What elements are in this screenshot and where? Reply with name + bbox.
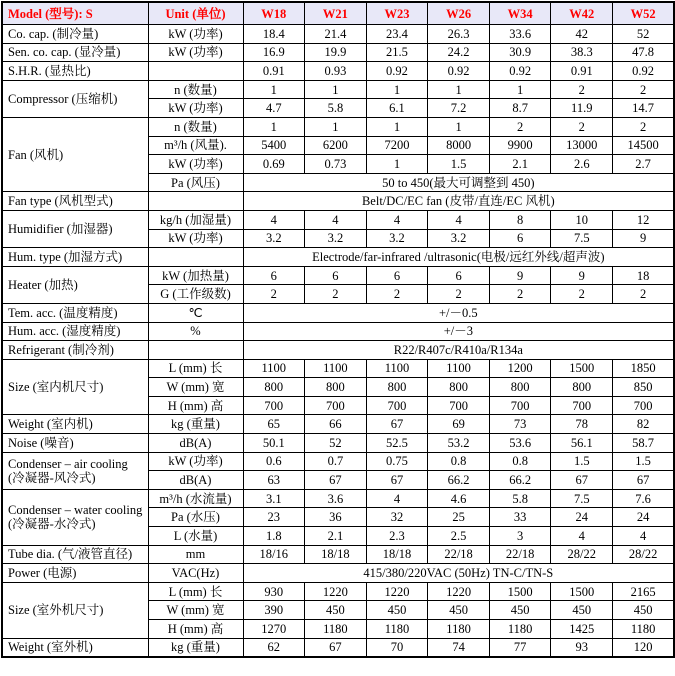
value-cell: 2	[428, 285, 490, 304]
value-cell: 24	[551, 508, 613, 527]
value-cell: 12	[613, 210, 675, 229]
value-cell: 700	[613, 396, 675, 415]
value-cell: 18/18	[305, 545, 367, 564]
value-cell: 6	[489, 229, 551, 248]
value-cell: 24	[613, 508, 675, 527]
value-cell: 67	[551, 471, 613, 490]
value-cell: 4.6	[428, 489, 490, 508]
specification-table	[1, 1, 675, 658]
table-row	[2, 489, 674, 508]
value-cell: 66.2	[428, 471, 490, 490]
row-label: Humidifier (加湿器)	[2, 210, 148, 247]
value-cell: 66	[305, 415, 367, 434]
span-value-cell: +/－3	[243, 322, 674, 341]
value-cell: 70	[366, 638, 428, 657]
value-cell: 77	[489, 638, 551, 657]
value-cell: 1180	[613, 620, 675, 639]
value-cell: 1180	[305, 620, 367, 639]
value-cell: 9	[551, 266, 613, 285]
value-cell: 6200	[305, 136, 367, 155]
unit-cell: kW (功率)	[148, 155, 243, 174]
value-cell: 450	[489, 601, 551, 620]
value-cell: 28/22	[551, 545, 613, 564]
value-cell: 33.6	[489, 25, 551, 44]
value-cell: 450	[613, 601, 675, 620]
unit-header: Unit (单位)	[148, 2, 243, 25]
value-cell: 1180	[428, 620, 490, 639]
value-cell: 2165	[613, 582, 675, 601]
value-cell: 700	[551, 396, 613, 415]
value-cell: 9	[489, 266, 551, 285]
value-cell: 0.8	[428, 452, 490, 471]
row-label: Heater (加热)	[2, 266, 148, 303]
table-row	[2, 452, 674, 471]
value-cell: 1500	[489, 582, 551, 601]
unit-cell: dB(A)	[148, 471, 243, 490]
value-cell: 2.5	[428, 527, 490, 546]
row-label: Size (室外机尺寸)	[2, 582, 148, 638]
value-cell: 0.7	[305, 452, 367, 471]
value-cell: 2	[243, 285, 305, 304]
table-body	[2, 25, 674, 658]
value-cell: 3.1	[243, 489, 305, 508]
value-cell: 1.8	[243, 527, 305, 546]
value-cell: 4	[613, 527, 675, 546]
value-cell: 10	[551, 210, 613, 229]
value-cell: 9900	[489, 136, 551, 155]
value-cell: 19.9	[305, 43, 367, 62]
value-cell: 6	[428, 266, 490, 285]
table-row	[2, 415, 674, 434]
unit-cell: kg/h (加湿量)	[148, 210, 243, 229]
value-cell: 0.69	[243, 155, 305, 174]
value-cell: 450	[428, 601, 490, 620]
value-cell: 700	[428, 396, 490, 415]
value-cell: 52.5	[366, 434, 428, 453]
value-cell: 23	[243, 508, 305, 527]
table-header	[2, 2, 674, 25]
table-row	[2, 266, 674, 285]
model-column-header: W42	[551, 2, 613, 25]
value-cell: 38.3	[551, 43, 613, 62]
unit-cell: H (mm) 高	[148, 620, 243, 639]
value-cell: 82	[613, 415, 675, 434]
unit-cell: kW (功率)	[148, 25, 243, 44]
value-cell: 14500	[613, 136, 675, 155]
unit-cell: m³/h (风量).	[148, 136, 243, 155]
unit-cell: m³/h (水流量)	[148, 489, 243, 508]
value-cell: 1	[305, 117, 367, 136]
value-cell: 1180	[489, 620, 551, 639]
value-cell: 0.6	[243, 452, 305, 471]
value-cell: 450	[551, 601, 613, 620]
row-label: Condenser – air cooling (冷凝器-风冷式)	[2, 452, 148, 489]
table-row	[2, 341, 674, 360]
value-cell: 1.5	[428, 155, 490, 174]
row-label: Noise (噪音)	[2, 434, 148, 453]
value-cell: 1	[366, 80, 428, 99]
span-value-cell: Electrode/far-infrared /ultrasonic(电极/远红外线/超声波)	[243, 248, 674, 267]
value-cell: 1180	[366, 620, 428, 639]
model-column-header: W52	[613, 2, 675, 25]
value-cell: 3.6	[305, 489, 367, 508]
unit-cell: L (mm) 长	[148, 359, 243, 378]
value-cell: 0.92	[428, 62, 490, 81]
unit-cell	[148, 341, 243, 360]
row-label: Fan type (风机型式)	[2, 192, 148, 211]
unit-cell: L (水量)	[148, 527, 243, 546]
value-cell: 7.5	[551, 489, 613, 508]
value-cell: 2.7	[613, 155, 675, 174]
value-cell: 800	[366, 378, 428, 397]
value-cell: 22/18	[428, 545, 490, 564]
value-cell: 30.9	[489, 43, 551, 62]
value-cell: 0.92	[489, 62, 551, 81]
value-cell: 1	[243, 117, 305, 136]
unit-cell: VAC(Hz)	[148, 564, 243, 583]
value-cell: 2	[551, 285, 613, 304]
unit-cell: ℃	[148, 303, 243, 322]
row-label: Weight (室内机)	[2, 415, 148, 434]
table-row	[2, 322, 674, 341]
value-cell: 63	[243, 471, 305, 490]
value-cell: 4	[551, 527, 613, 546]
value-cell: 52	[613, 25, 675, 44]
table-row	[2, 62, 674, 81]
value-cell: 18/16	[243, 545, 305, 564]
unit-cell: H (mm) 高	[148, 396, 243, 415]
value-cell: 0.91	[243, 62, 305, 81]
value-cell: 700	[366, 396, 428, 415]
row-label: Hum. acc. (湿度精度)	[2, 322, 148, 341]
value-cell: 4	[366, 210, 428, 229]
table-row	[2, 43, 674, 62]
row-label: Tube dia. (气/液管直径)	[2, 545, 148, 564]
value-cell: 850	[613, 378, 675, 397]
row-label: Weight (室外机)	[2, 638, 148, 657]
value-cell: 3.2	[428, 229, 490, 248]
value-cell: 26.3	[428, 25, 490, 44]
model-column-header: W26	[428, 2, 490, 25]
value-cell: 0.73	[305, 155, 367, 174]
value-cell: 800	[243, 378, 305, 397]
value-cell: 800	[489, 378, 551, 397]
value-cell: 24.2	[428, 43, 490, 62]
value-cell: 13000	[551, 136, 613, 155]
unit-cell: kW (功率)	[148, 99, 243, 118]
value-cell: 390	[243, 601, 305, 620]
row-label: Refrigerant (制冷剂)	[2, 341, 148, 360]
span-value-cell: +/－0.5	[243, 303, 674, 322]
value-cell: 53.6	[489, 434, 551, 453]
value-cell: 6	[305, 266, 367, 285]
row-label: Size (室内机尺寸)	[2, 359, 148, 415]
row-label: Condenser – water cooling (冷凝器-水冷式)	[2, 489, 148, 545]
value-cell: 3.2	[305, 229, 367, 248]
table-row	[2, 117, 674, 136]
value-cell: 56.1	[551, 434, 613, 453]
value-cell: 78	[551, 415, 613, 434]
table-row	[2, 359, 674, 378]
value-cell: 52	[305, 434, 367, 453]
value-cell: 4	[428, 210, 490, 229]
value-cell: 18	[613, 266, 675, 285]
value-cell: 7.6	[613, 489, 675, 508]
value-cell: 0.92	[366, 62, 428, 81]
value-cell: 2.1	[305, 527, 367, 546]
value-cell: 6	[366, 266, 428, 285]
value-cell: 4	[305, 210, 367, 229]
value-cell: 73	[489, 415, 551, 434]
value-cell: 22/18	[489, 545, 551, 564]
value-cell: 33	[489, 508, 551, 527]
model-column-header: W23	[366, 2, 428, 25]
value-cell: 450	[305, 601, 367, 620]
value-cell: 69	[428, 415, 490, 434]
value-cell: 2	[551, 80, 613, 99]
value-cell: 2.6	[551, 155, 613, 174]
unit-cell	[148, 248, 243, 267]
value-cell: 8.7	[489, 99, 551, 118]
unit-cell: kW (加热量)	[148, 266, 243, 285]
span-value-cell: 415/380/220VAC (50Hz) TN-C/TN-S	[243, 564, 674, 583]
value-cell: 2	[305, 285, 367, 304]
value-cell: 1	[366, 155, 428, 174]
value-cell: 1500	[551, 359, 613, 378]
unit-cell: Pa (水压)	[148, 508, 243, 527]
value-cell: 62	[243, 638, 305, 657]
table-row	[2, 434, 674, 453]
value-cell: 1.5	[551, 452, 613, 471]
value-cell: 9	[613, 229, 675, 248]
value-cell: 4	[366, 489, 428, 508]
value-cell: 1200	[489, 359, 551, 378]
value-cell: 14.7	[613, 99, 675, 118]
value-cell: 16.9	[243, 43, 305, 62]
model-column-header: W21	[305, 2, 367, 25]
value-cell: 3	[489, 527, 551, 546]
value-cell: 5.8	[305, 99, 367, 118]
value-cell: 5400	[243, 136, 305, 155]
value-cell: 1220	[428, 582, 490, 601]
unit-cell: mm	[148, 545, 243, 564]
value-cell: 50.1	[243, 434, 305, 453]
value-cell: 47.8	[613, 43, 675, 62]
row-label: Hum. type (加湿方式)	[2, 248, 148, 267]
value-cell: 0.91	[551, 62, 613, 81]
value-cell: 1425	[551, 620, 613, 639]
value-cell: 1	[243, 80, 305, 99]
value-cell: 8000	[428, 136, 490, 155]
value-cell: 2.1	[489, 155, 551, 174]
row-label: Co. cap. (制冷量)	[2, 25, 148, 44]
value-cell: 1	[489, 80, 551, 99]
span-value-cell: 50 to 450(最大可调整到 450)	[243, 173, 674, 192]
value-cell: 1	[428, 117, 490, 136]
value-cell: 32	[366, 508, 428, 527]
unit-cell: n (数量)	[148, 117, 243, 136]
unit-cell: kW (功率)	[148, 452, 243, 471]
value-cell: 74	[428, 638, 490, 657]
unit-cell: G (工作级数)	[148, 285, 243, 304]
value-cell: 0.93	[305, 62, 367, 81]
unit-cell: kg (重量)	[148, 415, 243, 434]
table-row	[2, 638, 674, 657]
unit-cell: kg (重量)	[148, 638, 243, 657]
table-row	[2, 582, 674, 601]
value-cell: 800	[428, 378, 490, 397]
value-cell: 800	[305, 378, 367, 397]
value-cell: 1	[428, 80, 490, 99]
value-cell: 6	[243, 266, 305, 285]
value-cell: 7.5	[551, 229, 613, 248]
value-cell: 1100	[366, 359, 428, 378]
value-cell: 2	[489, 285, 551, 304]
unit-cell: n (数量)	[148, 80, 243, 99]
unit-cell: W (mm) 宽	[148, 378, 243, 397]
row-label: Power (电源)	[2, 564, 148, 583]
value-cell: 120	[613, 638, 675, 657]
table-row	[2, 303, 674, 322]
row-label: Tem. acc. (温度精度)	[2, 303, 148, 322]
span-value-cell: R22/R407c/R410a/R134a	[243, 341, 674, 360]
value-cell: 700	[305, 396, 367, 415]
value-cell: 4.7	[243, 99, 305, 118]
value-cell: 1	[305, 80, 367, 99]
value-cell: 1850	[613, 359, 675, 378]
unit-cell: %	[148, 322, 243, 341]
value-cell: 1	[366, 117, 428, 136]
span-value-cell: Belt/DC/EC fan (皮带/直连/EC 风机)	[243, 192, 674, 211]
value-cell: 2	[613, 80, 675, 99]
value-cell: 67	[613, 471, 675, 490]
value-cell: 18/18	[366, 545, 428, 564]
value-cell: 67	[305, 471, 367, 490]
value-cell: 1100	[305, 359, 367, 378]
value-cell: 65	[243, 415, 305, 434]
value-cell: 23.4	[366, 25, 428, 44]
value-cell: 58.7	[613, 434, 675, 453]
value-cell: 3.2	[243, 229, 305, 248]
table-row	[2, 545, 674, 564]
row-label: Sen. co. cap. (显冷量)	[2, 43, 148, 62]
value-cell: 93	[551, 638, 613, 657]
table-row	[2, 192, 674, 211]
value-cell: 7.2	[428, 99, 490, 118]
row-label: Fan (风机)	[2, 117, 148, 191]
value-cell: 0.8	[489, 452, 551, 471]
value-cell: 11.9	[551, 99, 613, 118]
unit-cell: kW (功率)	[148, 229, 243, 248]
value-cell: 800	[551, 378, 613, 397]
value-cell: 6.1	[366, 99, 428, 118]
unit-cell: W (mm) 宽	[148, 601, 243, 620]
value-cell: 1100	[428, 359, 490, 378]
value-cell: 28/22	[613, 545, 675, 564]
unit-cell: kW (功率)	[148, 43, 243, 62]
value-cell: 0.75	[366, 452, 428, 471]
value-cell: 8	[489, 210, 551, 229]
header-row	[2, 2, 674, 25]
value-cell: 1270	[243, 620, 305, 639]
row-label: S.H.R. (显热比)	[2, 62, 148, 81]
value-cell: 1500	[551, 582, 613, 601]
value-cell: 5.8	[489, 489, 551, 508]
table-row	[2, 80, 674, 99]
value-cell: 700	[243, 396, 305, 415]
value-cell: 2.3	[366, 527, 428, 546]
value-cell: 21.4	[305, 25, 367, 44]
unit-cell: L (mm) 长	[148, 582, 243, 601]
unit-cell: Pa (风压)	[148, 173, 243, 192]
value-cell: 67	[305, 638, 367, 657]
value-cell: 25	[428, 508, 490, 527]
value-cell: 67	[366, 415, 428, 434]
value-cell: 2	[551, 117, 613, 136]
table-row	[2, 25, 674, 44]
table-row	[2, 248, 674, 267]
value-cell: 4	[243, 210, 305, 229]
value-cell: 3.2	[366, 229, 428, 248]
value-cell: 700	[489, 396, 551, 415]
model-column-header: W18	[243, 2, 305, 25]
value-cell: 7200	[366, 136, 428, 155]
unit-cell	[148, 192, 243, 211]
unit-cell	[148, 62, 243, 81]
table-row	[2, 210, 674, 229]
unit-cell: dB(A)	[148, 434, 243, 453]
value-cell: 0.92	[613, 62, 675, 81]
value-cell: 42	[551, 25, 613, 44]
value-cell: 2	[489, 117, 551, 136]
table-row	[2, 564, 674, 583]
value-cell: 930	[243, 582, 305, 601]
value-cell: 1220	[305, 582, 367, 601]
value-cell: 2	[366, 285, 428, 304]
value-cell: 53.2	[428, 434, 490, 453]
value-cell: 2	[613, 285, 675, 304]
row-label: Compressor (压缩机)	[2, 80, 148, 117]
value-cell: 67	[366, 471, 428, 490]
value-cell: 36	[305, 508, 367, 527]
value-cell: 18.4	[243, 25, 305, 44]
model-column-header: W34	[489, 2, 551, 25]
value-cell: 1220	[366, 582, 428, 601]
value-cell: 66.2	[489, 471, 551, 490]
value-cell: 1100	[243, 359, 305, 378]
value-cell: 2	[613, 117, 675, 136]
value-cell: 450	[366, 601, 428, 620]
value-cell: 21.5	[366, 43, 428, 62]
model-header: Model (型号): S	[2, 2, 148, 25]
value-cell: 1.5	[613, 452, 675, 471]
